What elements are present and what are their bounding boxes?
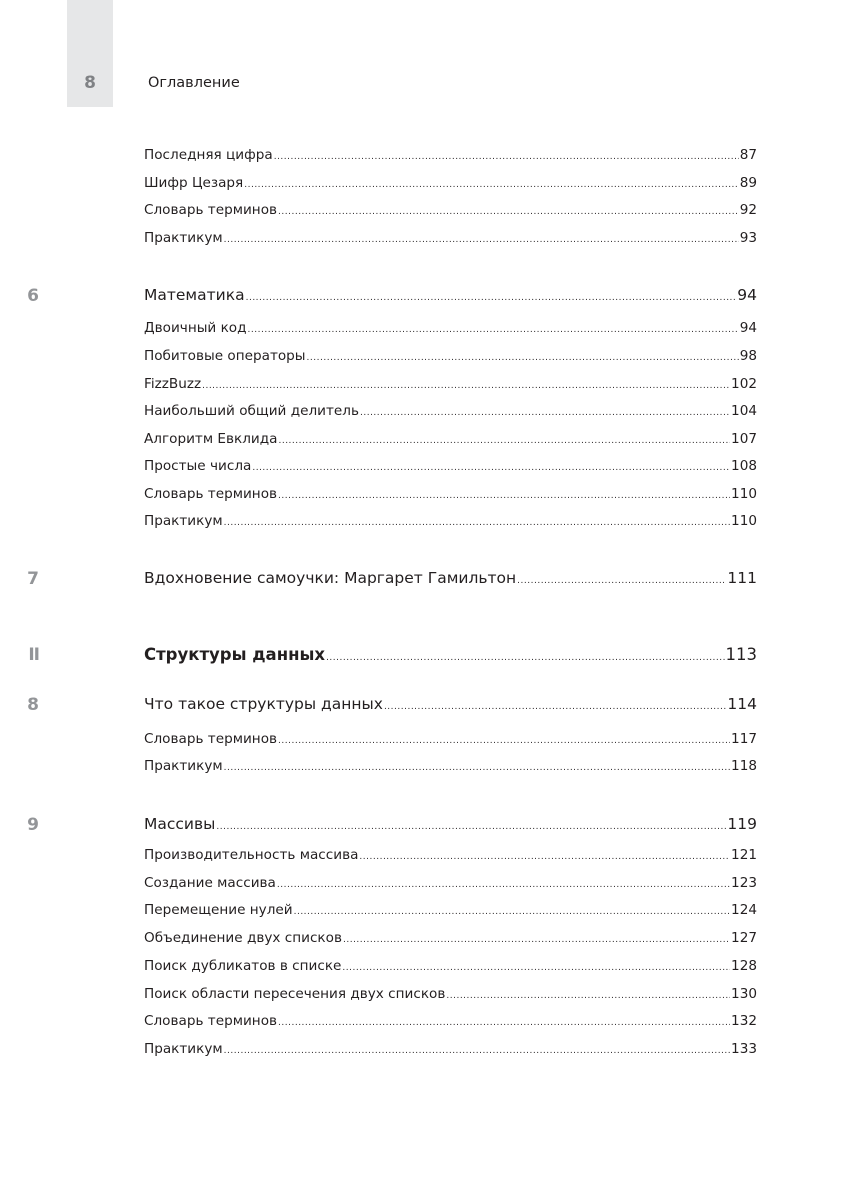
entry-page: 98: [739, 348, 757, 364]
entry-title: Производительность массива: [144, 847, 359, 863]
entry-title: Двоичный код: [144, 320, 247, 336]
dot-leader: [326, 653, 724, 663]
dot-leader: [252, 463, 730, 473]
entry-title: Словарь терминов: [144, 202, 278, 218]
toc-subentry: [144, 348, 757, 364]
dot-leader: [342, 963, 730, 973]
entry-page: 102: [731, 376, 757, 392]
dot-leader: [307, 353, 739, 363]
entry-page: 107: [731, 431, 757, 447]
entry-title: Побитовые операторы: [144, 348, 306, 364]
dot-leader: [246, 293, 737, 303]
toc-part: [28, 645, 757, 665]
entry-page: 110: [731, 486, 757, 502]
entry-page: 117: [731, 731, 757, 747]
entry-title: Поиск области пересечения двух списков: [144, 986, 446, 1002]
dot-leader: [343, 935, 730, 945]
entry-title: Вдохновение самоучки: Маргарет Гамильтон: [144, 569, 517, 587]
entry-page: 130: [731, 986, 757, 1002]
entry-page: 127: [731, 930, 757, 946]
toc-subentry: [144, 458, 757, 474]
entry-title: Практикум: [144, 230, 223, 246]
entry-title: Поиск дубликатов в списке: [144, 958, 342, 974]
chapter-number: 9: [27, 815, 39, 835]
toc-subentry: [144, 1013, 757, 1029]
entry-title: Что такое структуры данных: [144, 695, 383, 713]
entry-page: 119: [727, 815, 757, 833]
entry-title: Объединение двух списков: [144, 930, 342, 946]
toc-subentry: [144, 758, 757, 774]
entry-page: 108: [731, 458, 757, 474]
toc-subentry: [144, 513, 757, 529]
entry-page: 111: [727, 569, 757, 587]
toc-subentry: [144, 403, 757, 419]
dot-leader: [224, 518, 730, 528]
entry-page: 110: [731, 513, 757, 529]
toc-chapter: [27, 569, 757, 589]
dot-leader: [202, 381, 730, 391]
entry-title: Перемещение нулей: [144, 902, 293, 918]
toc-subentry: [144, 847, 757, 863]
toc-subentry: [144, 230, 757, 246]
chapter-number: 7: [27, 569, 39, 589]
running-header-title: Оглавление: [148, 75, 240, 91]
toc-subentry: [144, 731, 757, 747]
toc-subentry: [144, 902, 757, 918]
dot-leader: [224, 1046, 730, 1056]
toc-subentry: [144, 431, 757, 447]
entry-page: 113: [725, 645, 757, 664]
entry-page: 121: [731, 847, 757, 863]
dot-leader: [278, 1018, 730, 1028]
entry-page: 92: [739, 202, 757, 218]
dot-leader: [360, 408, 730, 418]
entry-page: 93: [739, 230, 757, 246]
dot-leader: [384, 702, 726, 712]
toc-subentry: [144, 486, 757, 502]
entry-title: Шифр Цезаря: [144, 175, 244, 191]
dot-leader: [517, 576, 726, 586]
chapter-number: 6: [27, 286, 39, 306]
entry-title: Наибольший общий делитель: [144, 403, 359, 419]
entry-page: 118: [731, 758, 757, 774]
toc-subentry: [144, 376, 757, 392]
entry-page: 114: [727, 695, 757, 713]
dot-leader: [278, 736, 730, 746]
entry-title: Последняя цифра: [144, 147, 273, 163]
chapter-number: 8: [27, 695, 39, 715]
entry-title: Алгоритм Евклида: [144, 431, 278, 447]
entry-page: 123: [731, 875, 757, 891]
dot-leader: [244, 180, 738, 190]
dot-leader: [248, 325, 739, 335]
entry-title: Словарь терминов: [144, 731, 278, 747]
toc-chapter: [27, 815, 757, 835]
entry-title: FizzBuzz: [144, 376, 202, 392]
entry-page: 132: [731, 1013, 757, 1029]
entry-title: Математика: [144, 286, 245, 304]
toc-subentry: [144, 986, 757, 1002]
entry-title: Создание массива: [144, 875, 276, 891]
dot-leader: [446, 991, 730, 1001]
entry-page: 89: [739, 175, 757, 191]
entry-page: 104: [731, 403, 757, 419]
entry-title: Словарь терминов: [144, 486, 278, 502]
entry-page: 94: [737, 286, 757, 304]
toc-subentry: [144, 875, 757, 891]
toc-subentry: [144, 202, 757, 218]
toc-subentry: [144, 1041, 757, 1057]
page-number: 8: [84, 73, 96, 93]
entry-title: Словарь терминов: [144, 1013, 278, 1029]
toc-subentry: [144, 147, 757, 163]
dot-leader: [278, 436, 730, 446]
entry-title: Простые числа: [144, 458, 252, 474]
entry-title: Практикум: [144, 758, 223, 774]
dot-leader: [274, 152, 739, 162]
toc-chapter: [27, 286, 757, 306]
dot-leader: [224, 235, 739, 245]
dot-leader: [278, 207, 739, 217]
entry-title: Практикум: [144, 1041, 223, 1057]
dot-leader: [359, 852, 730, 862]
entry-title: Структуры данных: [144, 645, 326, 664]
chapter-number: II: [28, 645, 39, 665]
toc-subentry: [144, 320, 757, 336]
entry-page: 128: [731, 958, 757, 974]
entry-title: Практикум: [144, 513, 223, 529]
dot-leader: [294, 907, 730, 917]
entry-page: 124: [731, 902, 757, 918]
dot-leader: [278, 491, 730, 501]
entry-page: 133: [731, 1041, 757, 1057]
dot-leader: [216, 822, 726, 832]
entry-title: Массивы: [144, 815, 216, 833]
toc-subentry: [144, 930, 757, 946]
toc-subentry: [144, 175, 757, 191]
dot-leader: [277, 880, 730, 890]
entry-page: 94: [739, 320, 757, 336]
entry-page: 87: [739, 147, 757, 163]
toc-chapter: [27, 695, 757, 715]
toc-subentry: [144, 958, 757, 974]
dot-leader: [224, 763, 730, 773]
